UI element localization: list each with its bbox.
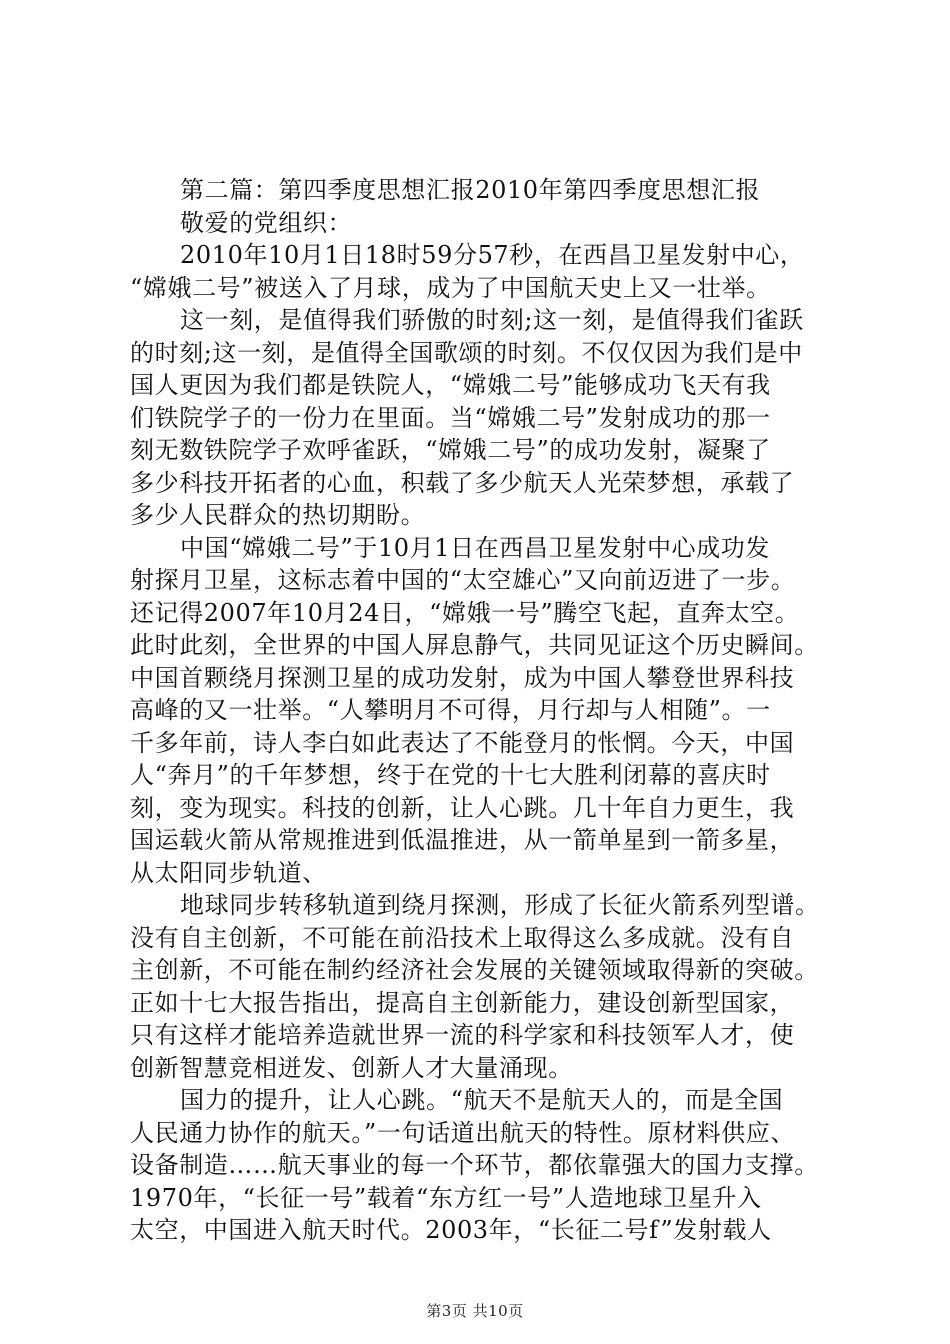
paragraph [130,304,830,532]
paragraph-line: 射探月卫星，这标志着中国的“太空雄心”又向前迈进了一步。 [130,566,796,594]
paragraph-line: 们铁院学子的一份力在里面。当“嫦娥二号”发射成功的那一 [130,403,771,432]
paragraph-line: 此时此刻，全世界的中国人屏息静气，共同见证这个历史瞬间。 [130,631,819,659]
paragraph-line: 中国首颗绕月探测卫星的成功发射，成为中国人攀登世界科技 [130,663,795,692]
paragraph-line: “嫦娥二号”被送入了月球，成为了中国航天史上又一壮举。 [130,273,771,302]
document-body [130,174,830,1247]
paragraph-line: 人民通力协作的航天。”一句话道出航天的特性。原材料供应、 [130,1118,796,1147]
paragraph-line: 国运载火箭从常规推进到低温推进，从一箭单星到一箭多星， [130,826,795,854]
document-title-line: 第二篇：第四季度思想汇报2010年第四季度思想汇报 [180,176,761,204]
paragraph-line: 正如十七大报告指出，提高自主创新能力，建设创新型国家， [130,988,795,1017]
page-number-footer: 第3页 共10页 [426,1302,524,1320]
paragraph-line: 创新智慧竞相迸发、创新人才大量涌现。 [130,1053,573,1082]
paragraph-line: 中国“嫦娥二号”于10月1日在西昌卫星发射中心成功发 [180,533,770,562]
paragraph-line: 的时刻;这一刻，是值得全国歌颂的时刻。不仅仅因为我们是中 [130,338,803,367]
paragraph [130,532,830,890]
paragraph-line: 1970年，“长征一号”载着“东方红一号”人造地球卫星升入 [130,1183,762,1212]
paragraph-line: 高峰的又一壮举。“人攀明月不可得，月行却与人相随”。一 [130,696,771,724]
paragraph-line: 人“奔月”的千年梦想，终于在党的十七大胜利闭幕的喜庆时 [130,761,771,789]
paragraph-line: 国人更因为我们都是铁院人，“嫦娥二号”能够成功飞天有我 [130,371,771,399]
paragraph [130,239,830,304]
paragraph-line: 千多年前，诗人李白如此表达了不能登月的怅惘。今天，中国 [130,728,795,757]
paragraph-line: 还记得2007年10月24日，“嫦娥一号”腾空飞起，直奔太空。 [130,598,800,627]
paragraph-line: 多少科技开拓者的心血，积载了多少航天人光荣梦想，承载了 [130,468,795,497]
paragraph-line: 从太阳同步轨道、 [130,858,327,887]
paragraph-line: 设备制造……航天事业的每一个环节，都依靠强大的国力支撑。 [130,1151,819,1179]
paragraph-line: 国力的提升，让人心跳。“航天不是航天人的，而是全国 [180,1086,784,1114]
paragraph-line: 刻无数铁院学子欢呼雀跃，“嫦娥二号”的成功发射，凝聚了 [130,436,771,464]
paragraph [130,1084,830,1247]
paragraph-line: 地球同步转移轨道到绕月探测，形成了长征火箭系列型谱。 [180,891,820,919]
paragraph-line: 2010年10月1日18时59分57秒，在西昌卫星发射中心， [180,241,805,269]
paragraph-line: 太空，中国进入航天时代。2003年，“长征二号f”发射载人 [130,1216,772,1244]
paragraph-line: 只有这样才能培养造就世界一流的科学家和科技领军人才，使 [130,1021,795,1049]
salutation: 敬爱的党组织： [180,208,353,237]
paragraph-line: 主创新，不可能在制约经济社会发展的关键领域取得新的突破。 [130,956,819,984]
paragraph-line: 刻，变为现实。科技的创新，让人心跳。几十年自力更生，我 [130,793,795,822]
paragraph-line: 多少人民群众的热切期盼。 [130,501,426,529]
paragraph-line: 没有自主创新，不可能在前沿技术上取得这么多成就。没有自 [130,923,795,952]
paragraph-line: 这一刻，是值得我们骄傲的时刻;这一刻，是值得我们雀跃 [180,306,804,334]
paragraph [130,889,830,1084]
